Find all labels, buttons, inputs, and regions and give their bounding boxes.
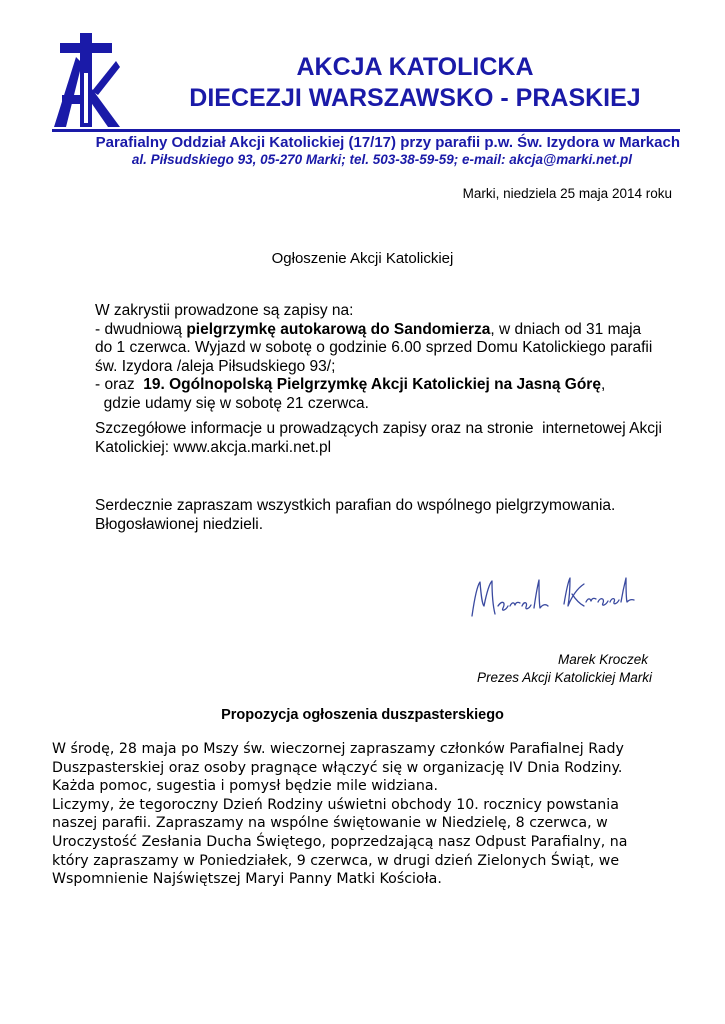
pilgrimage-sandomierz: pielgrzymkę autokarową do Sandomierza — [186, 320, 491, 338]
org-title-line1: AKCJA KATOLICKA — [296, 53, 534, 81]
branch-name: Parafialny Oddział Akcji Katolickiej (17/17) przy parafii p.w. Św. Izydora w Markach — [95, 134, 680, 151]
proposal-line: Wspomnienie Najświętszej Maryi Panny Matki Kościoła. — [52, 871, 442, 888]
proposal-line: W środę, 28 maja po Mszy św. wieczornej zapraszamy członków Parafialnej Rady — [52, 741, 624, 757]
org-title-line2: DIECEZJI WARSZAWSKO - PRASKIEJ — [189, 84, 641, 112]
pilgrimage-jasna-gora: 19. Ogólnopolską Pielgrzymkę Akcji Katolickiej na Jasną Górę — [143, 376, 601, 393]
text-line — [95, 321, 670, 340]
text-line: Błogosławionej niedzieli. — [95, 515, 264, 533]
proposal-line: Liczymy, że tegoroczny Dzień Rodziny uświetni obchody 10. rocznicy powstania — [52, 796, 619, 813]
details-paragraph — [95, 420, 670, 457]
header-divider — [52, 129, 680, 132]
announcement-title: Ogłoszenie Akcji Katolickiej — [271, 250, 454, 267]
proposal-line: Duszpasterskiej oraz osoby pragnące włączyć się w organizację IV Dnia Rodziny. — [52, 759, 623, 776]
text-segment: , w dniach od 31 maja — [490, 320, 642, 338]
signatory-role: Prezes Akcji Katolickiej Marki — [476, 670, 652, 685]
proposal-line: Uroczystość Zesłania Ducha Świętego, poprzedzającą nasz Odpust Parafialny, na — [52, 833, 628, 850]
registration-paragraph — [95, 302, 670, 413]
text-line: W zakrystii prowadzone są zapisy na: — [95, 302, 354, 319]
akcja-katolicka-logo — [54, 33, 120, 127]
proposal-line: który zapraszamy w Poniedziałek, 9 czerwca, w drugi dzień Zielonych Świąt, we — [52, 852, 620, 869]
text-segment: - dwudniową — [95, 320, 187, 338]
text-line — [95, 376, 670, 395]
text-line: do 1 czerwca. Wyjazd w sobotę o godzinie 6.00 sprzed Domu Katolickiego parafii — [95, 339, 653, 356]
text-line: Szczegółowe informacje u prowadzących zapisy oraz na stronie internetowej Akcji — [95, 420, 662, 437]
signatory-name: Marek Kroczek — [557, 652, 648, 667]
contact-line: al. Piłsudskiego 93, 05-270 Marki; tel. 503-38-59-59; e-mail: akcja@marki.net.pl — [131, 152, 632, 167]
handwritten-signature — [468, 572, 638, 624]
proposal-body — [52, 740, 682, 889]
proposal-line: naszej parafii. Zapraszamy na wspólne świętowanie w Niedzielę, 8 czerwca, w — [52, 815, 608, 832]
proposal-title: Propozycja ogłoszenia duszpasterskiego — [221, 707, 504, 723]
text-line: Serdecznie zapraszam wszystkich parafian do wspólnego pielgrzymowania. — [95, 497, 616, 514]
proposal-line: Każda pomoc, sugestia i pomysł będzie mile widziana. — [52, 778, 439, 795]
invitation-paragraph — [95, 497, 670, 534]
text-line: św. Izydora /aleja Piłsudskiego 93/; — [95, 357, 336, 375]
text-segment: - oraz — [95, 376, 144, 393]
document-date: Marki, niedziela 25 maja 2014 roku — [462, 186, 672, 201]
text-segment: , — [600, 376, 606, 393]
text-line: Katolickiej: www.akcja.marki.net.pl — [95, 438, 332, 456]
text-line: gdzie udamy się w sobotę 21 czerwca. — [95, 394, 369, 412]
